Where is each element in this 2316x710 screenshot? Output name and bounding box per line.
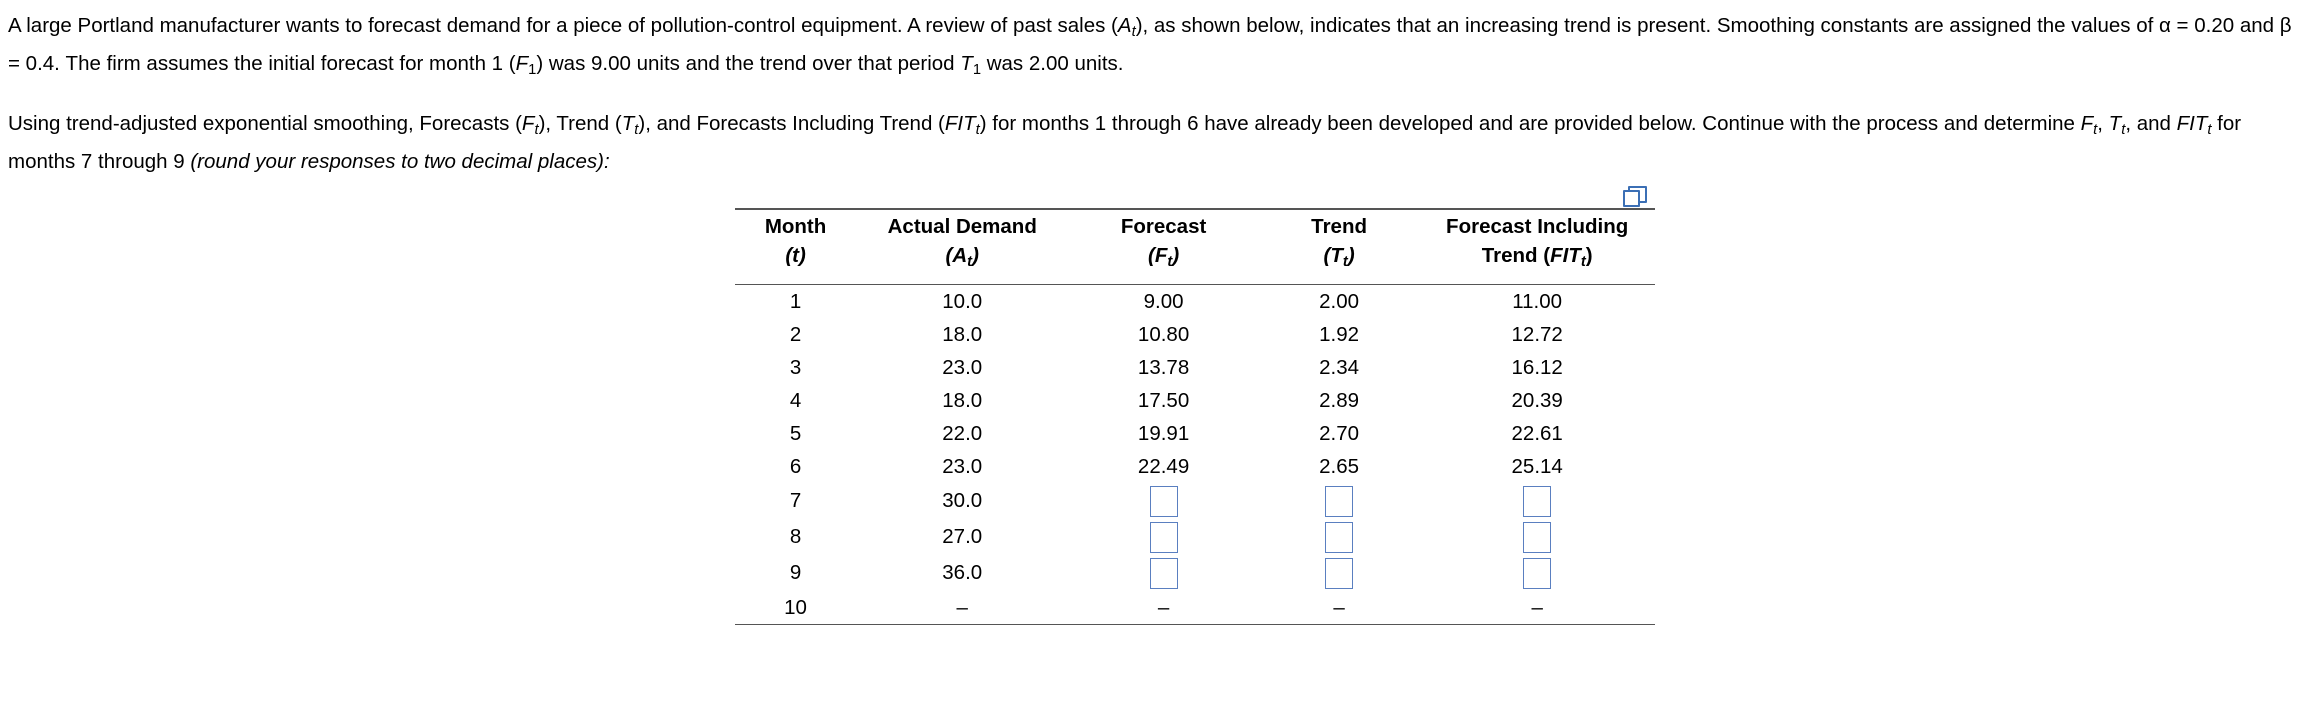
cell-month: 5	[789, 421, 802, 445]
header-month-line1: Month	[764, 215, 827, 238]
cell-trend: 2.34	[1319, 355, 1360, 379]
header-fit-line1: Forecast Including	[1446, 215, 1629, 238]
p2-var-T2: T	[2108, 112, 2122, 136]
p2-var-FIT2-sub: t	[2207, 122, 2212, 139]
p1-var-T-sub: 1	[972, 62, 982, 79]
cell-forecast: 10.80	[1137, 322, 1190, 346]
header-trend-line2: $(T_t)$	[1323, 244, 1355, 271]
forecast-input-month-7[interactable]	[1150, 486, 1178, 517]
table-row	[735, 519, 1655, 555]
forecast-input-month-8[interactable]	[1150, 522, 1178, 553]
bottom-rule-cell-2	[856, 625, 1068, 631]
table-row	[735, 318, 1655, 351]
bottom-rule-cell-4	[1259, 625, 1420, 631]
cell-month: 1	[789, 289, 802, 313]
header-forecast-line1: Forecast	[1120, 215, 1207, 238]
p1-var-F: F	[515, 52, 529, 76]
fit-input-month-8[interactable]	[1523, 522, 1551, 553]
cell-fit: 25.14	[1511, 454, 1563, 478]
cell-fit	[1419, 555, 1655, 591]
p2-var-T: T	[621, 112, 635, 136]
cell-trend: 2.89	[1319, 388, 1360, 412]
forecast-table	[735, 208, 1655, 630]
table-row	[735, 285, 1655, 319]
table-bottom-rule	[735, 625, 1655, 631]
cell-actual-demand: 30.0	[942, 489, 983, 513]
cell-actual-demand: 36.0	[942, 561, 983, 585]
p2-text-4: ) for months 1 through 6 have already been developed and are provided below. Continue with the process and determine	[979, 112, 2081, 136]
p2-var-F2-sub: t	[2093, 122, 2098, 139]
p2-var-T-sub: t	[634, 122, 639, 139]
cell-fit: 22.61	[1511, 421, 1563, 445]
cell-fit: 11.00	[1512, 289, 1563, 313]
p2-text-5: for months 7 through 9	[8, 112, 2242, 174]
p1-text-1: A large Portland manufacturer wants to forecast demand for a piece of pollution-control equipment. A review of past sales (	[8, 14, 1118, 37]
table-body	[735, 285, 1655, 631]
trend-input-month-9[interactable]	[1325, 558, 1353, 589]
header-actual-line1: Actual Demand	[887, 215, 1037, 238]
p1-text-2: ), as shown below, indicates that an increasing trend is present. Smoothing constants are assigned the values of α = 0.20 and β = 0.4. The firm assumes the initial forecast for month 1 (	[8, 14, 2292, 76]
cell-month: 8	[789, 525, 802, 549]
p1-var-A-sub: t	[1131, 24, 1136, 41]
cell-forecast: 17.50	[1137, 388, 1190, 412]
p2-var-FIT-sub: t	[975, 122, 980, 139]
cell-trend: 2.70	[1319, 421, 1360, 445]
paragraph-2	[8, 108, 2308, 177]
bottom-rule-cell-5	[1419, 625, 1655, 631]
cell-actual-demand: –	[956, 595, 968, 619]
cell-actual-demand: 23.0	[942, 454, 983, 478]
cell-forecast: 13.78	[1137, 355, 1190, 379]
table-row	[735, 351, 1655, 384]
header-forecast-line2: $(F_t)$	[1148, 244, 1180, 271]
cell-month: 10	[784, 595, 807, 619]
cell-fit	[1419, 483, 1655, 519]
cell-fit: 20.39	[1511, 388, 1563, 412]
cell-trend	[1259, 555, 1420, 591]
p2-var-FIT: FIT	[944, 112, 976, 136]
copy-icon-front-sheet	[1623, 190, 1640, 207]
copy-icon[interactable]	[1623, 186, 1645, 206]
fit-input-month-9[interactable]	[1523, 558, 1551, 589]
cell-month: 2	[789, 322, 802, 346]
p2-text-3: ), and Forecasts Including Trend (	[638, 112, 945, 136]
cell-forecast	[1068, 483, 1258, 519]
p2-var-FIT2: FIT	[2176, 112, 2208, 136]
table-row	[735, 384, 1655, 417]
header-trend	[1259, 209, 1420, 279]
cell-trend: –	[1333, 595, 1345, 619]
header-forecast-including-trend	[1419, 209, 1655, 279]
p1-var-F-sub: 1	[528, 62, 537, 79]
trend-input-month-7[interactable]	[1325, 486, 1353, 517]
cell-forecast	[1068, 555, 1258, 591]
p2-and: , and	[2125, 112, 2177, 136]
cell-forecast: –	[1157, 595, 1170, 619]
cell-fit: 16.12	[1511, 355, 1563, 379]
cell-fit	[1419, 519, 1655, 555]
p1-var-T: T	[960, 52, 973, 76]
p2-var-F: F	[521, 112, 535, 136]
table-row	[735, 591, 1655, 625]
table-row	[735, 417, 1655, 450]
cell-trend: 2.00	[1319, 289, 1360, 313]
trend-input-month-8[interactable]	[1325, 522, 1353, 553]
table-row	[735, 483, 1655, 519]
cell-actual-demand: 18.0	[942, 322, 983, 346]
cell-month: 3	[789, 355, 802, 379]
header-month-line2: (t)	[785, 244, 806, 267]
header-fit-line2: Trend $(FIT_t)$	[1481, 244, 1593, 271]
bottom-rule-cell-3	[1068, 625, 1258, 631]
bottom-rule-cell-1	[735, 625, 856, 631]
cell-month: 6	[789, 454, 802, 478]
cell-actual-demand: 27.0	[942, 525, 983, 549]
cell-fit: 12.72	[1511, 322, 1563, 346]
table-header	[735, 209, 1655, 285]
cell-trend: 2.65	[1319, 454, 1360, 478]
p1-text-3: ) was 9.00 units and the trend over that period	[536, 52, 961, 76]
cell-actual-demand: 18.0	[942, 388, 983, 412]
paragraph-1	[8, 10, 2308, 86]
header-month	[735, 209, 856, 279]
p2-text-2: ), Trend (	[538, 112, 622, 136]
cell-trend: 1.92	[1319, 322, 1360, 346]
forecast-table-container	[735, 208, 1655, 630]
p2-text-1: Using trend-adjusted exponential smoothing, Forecasts (	[8, 112, 522, 136]
cell-forecast: 22.49	[1137, 454, 1190, 478]
cell-actual-demand: 23.0	[942, 355, 983, 379]
cell-month: 7	[789, 489, 802, 513]
cell-forecast: 19.91	[1137, 421, 1190, 445]
header-actual-line2: $(A_t)$	[945, 244, 979, 271]
cell-fit: –	[1531, 595, 1543, 619]
p2-var-F2: F	[2080, 112, 2094, 136]
cell-trend	[1259, 483, 1420, 519]
p2-comma: ,	[2097, 112, 2109, 136]
cell-forecast: 9.00	[1143, 289, 1184, 313]
header-trend-line1: Trend	[1311, 215, 1367, 238]
header-forecast	[1068, 209, 1258, 279]
p2-var-T2-sub: t	[2121, 122, 2126, 139]
header-actual-demand	[856, 209, 1068, 279]
cell-month: 4	[789, 388, 802, 412]
p2-var-F-sub: t	[534, 122, 539, 139]
cell-month: 9	[789, 561, 802, 585]
p1-text-4: was 2.00 units.	[981, 52, 1124, 76]
forecast-input-month-9[interactable]	[1150, 558, 1178, 589]
cell-trend	[1259, 519, 1420, 555]
p1-var-A: A	[1117, 14, 1132, 37]
fit-input-month-7[interactable]	[1523, 486, 1551, 517]
table-header-row	[735, 209, 1655, 279]
problem-statement	[8, 10, 2308, 187]
table-row	[735, 450, 1655, 483]
p2-rounding-note: (round your responses to two decimal places):	[190, 150, 610, 174]
table-row	[735, 555, 1655, 591]
cell-forecast	[1068, 519, 1258, 555]
cell-actual-demand: 22.0	[942, 421, 983, 445]
cell-actual-demand: 10.0	[942, 289, 983, 313]
